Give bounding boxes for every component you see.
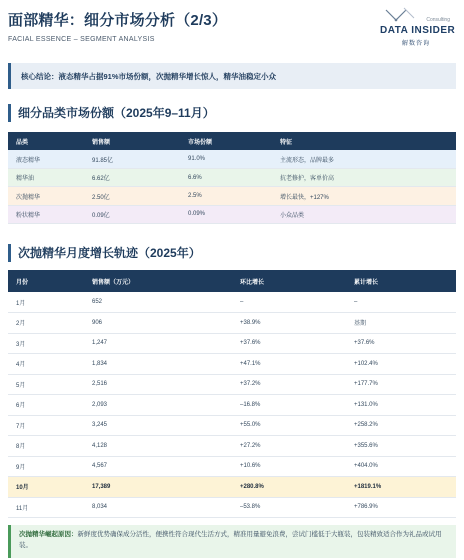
table-cell: 2,093	[84, 395, 232, 416]
table-cell: 小众品类	[272, 205, 456, 223]
table-cell: 粉状精华	[8, 205, 84, 223]
table-cell: 7月	[8, 415, 84, 436]
table-row	[8, 205, 456, 223]
table-cell: +102.4%	[346, 354, 456, 375]
logo-chinese-name: 解数咨询	[402, 41, 431, 47]
table-cell: 6月	[8, 395, 84, 416]
table-cell: 0.09%	[180, 205, 272, 223]
logo-consulting-text: Consulting	[426, 17, 450, 23]
key-conclusion-box	[8, 63, 456, 89]
table-cell: +177.7%	[346, 374, 456, 395]
table-row	[8, 497, 456, 518]
table-row	[8, 292, 456, 313]
table-header-row	[8, 270, 456, 292]
column-header: 市场份额	[180, 132, 272, 150]
table-cell: 精华油	[8, 169, 84, 187]
table-cell: 1月	[8, 292, 84, 313]
data-insider-logo	[378, 4, 458, 50]
table-cell: 4,128	[84, 436, 232, 457]
segment-share-table	[8, 132, 456, 224]
page-title: 面部精华：细分市场分析（2/3）	[8, 12, 228, 29]
table-cell: 11月	[8, 497, 84, 518]
note-text: 新鲜度优势确保成分活性，便携性符合现代生活方式，精准用量避免浪费，尝试门槛低于大瓶装，包装精致适合作为礼品或试用装。	[19, 531, 442, 549]
table-cell: 基期	[346, 313, 456, 334]
table-row	[8, 477, 456, 498]
note-lead: 次抛精华崛起原因：	[19, 531, 78, 538]
table-row	[8, 313, 456, 334]
table-cell: –	[232, 292, 346, 313]
table-cell: +38.9%	[232, 313, 346, 334]
table-cell: +786.9%	[346, 497, 456, 518]
table-row	[8, 187, 456, 205]
table-cell: 906	[84, 313, 232, 334]
table-cell: 8,034	[84, 497, 232, 518]
table-row	[8, 333, 456, 354]
table-cell: 3,245	[84, 415, 232, 436]
column-header: 环比增长	[232, 270, 346, 292]
key-conclusion-text: 核心结论：液态精华占据91%市场份额，次抛精华增长惊人，精华油稳定小众	[21, 72, 277, 81]
table-cell: +258.2%	[346, 415, 456, 436]
table-header-row	[8, 132, 456, 150]
table-cell: +37.2%	[232, 374, 346, 395]
table-cell: 增长最快，+127%	[272, 187, 456, 205]
column-header: 月份	[8, 270, 84, 292]
column-header: 特征	[272, 132, 456, 150]
table-cell: 9月	[8, 456, 84, 477]
table-cell: 2.50亿	[84, 187, 180, 205]
column-header: 销售额（万元）	[84, 270, 232, 292]
table-cell: 6.62亿	[84, 169, 180, 187]
table-cell: +37.6%	[346, 333, 456, 354]
table-row	[8, 150, 456, 168]
page-header	[0, 0, 464, 52]
table-cell: +47.1%	[232, 354, 346, 375]
table-cell: 抗老修护，客单价高	[272, 169, 456, 187]
rise-reason-note	[8, 525, 456, 558]
table-cell: 2.5%	[180, 187, 272, 205]
table-row	[8, 354, 456, 375]
table-cell: +55.0%	[232, 415, 346, 436]
table-cell: 次抛精华	[8, 187, 84, 205]
monthly-growth-table	[8, 270, 456, 518]
table-cell: 91.0%	[180, 150, 272, 168]
table-cell: +10.6%	[232, 456, 346, 477]
table-cell: 液态精华	[8, 150, 84, 168]
table-row	[8, 169, 456, 187]
table-cell: –	[346, 292, 456, 313]
table-cell: 91.85亿	[84, 150, 180, 168]
table-cell: 3月	[8, 333, 84, 354]
table-cell: 8月	[8, 436, 84, 457]
table-cell: 主流形态，品牌最多	[272, 150, 456, 168]
table-cell: +1819.1%	[346, 477, 456, 498]
table-cell: 4,567	[84, 456, 232, 477]
table-cell: 10月	[8, 477, 84, 498]
table-cell: 4月	[8, 354, 84, 375]
table-cell: 0.09亿	[84, 205, 180, 223]
table-cell: +404.0%	[346, 456, 456, 477]
table-row	[8, 395, 456, 416]
table-cell: –16.8%	[232, 395, 346, 416]
table-cell: 1,834	[84, 354, 232, 375]
table-cell: +131.0%	[346, 395, 456, 416]
table-row	[8, 456, 456, 477]
column-header: 销售额	[84, 132, 180, 150]
table-cell: 6.6%	[180, 169, 272, 187]
logo-wordmark: DATA INSIDER	[380, 25, 456, 36]
share-section-title: 细分品类市场份额（2025年9–11月）	[8, 104, 215, 122]
table-row	[8, 436, 456, 457]
growth-section-title: 次抛精华月度增长轨迹（2025年）	[8, 244, 201, 262]
table-cell: 2,516	[84, 374, 232, 395]
column-header: 品类	[8, 132, 84, 150]
page-subtitle: FACIAL ESSENCE – SEGMENT ANALYSIS	[8, 36, 155, 43]
table-row	[8, 415, 456, 436]
table-cell: +37.6%	[232, 333, 346, 354]
table-cell: 652	[84, 292, 232, 313]
table-cell: –53.8%	[232, 497, 346, 518]
table-cell: +355.6%	[346, 436, 456, 457]
table-cell: 17,389	[84, 477, 232, 498]
table-cell: 2月	[8, 313, 84, 334]
table-cell: +27.2%	[232, 436, 346, 457]
table-cell: 1,247	[84, 333, 232, 354]
column-header: 累计增长	[346, 270, 456, 292]
table-cell: 5月	[8, 374, 84, 395]
table-row	[8, 374, 456, 395]
table-cell: +280.8%	[232, 477, 346, 498]
